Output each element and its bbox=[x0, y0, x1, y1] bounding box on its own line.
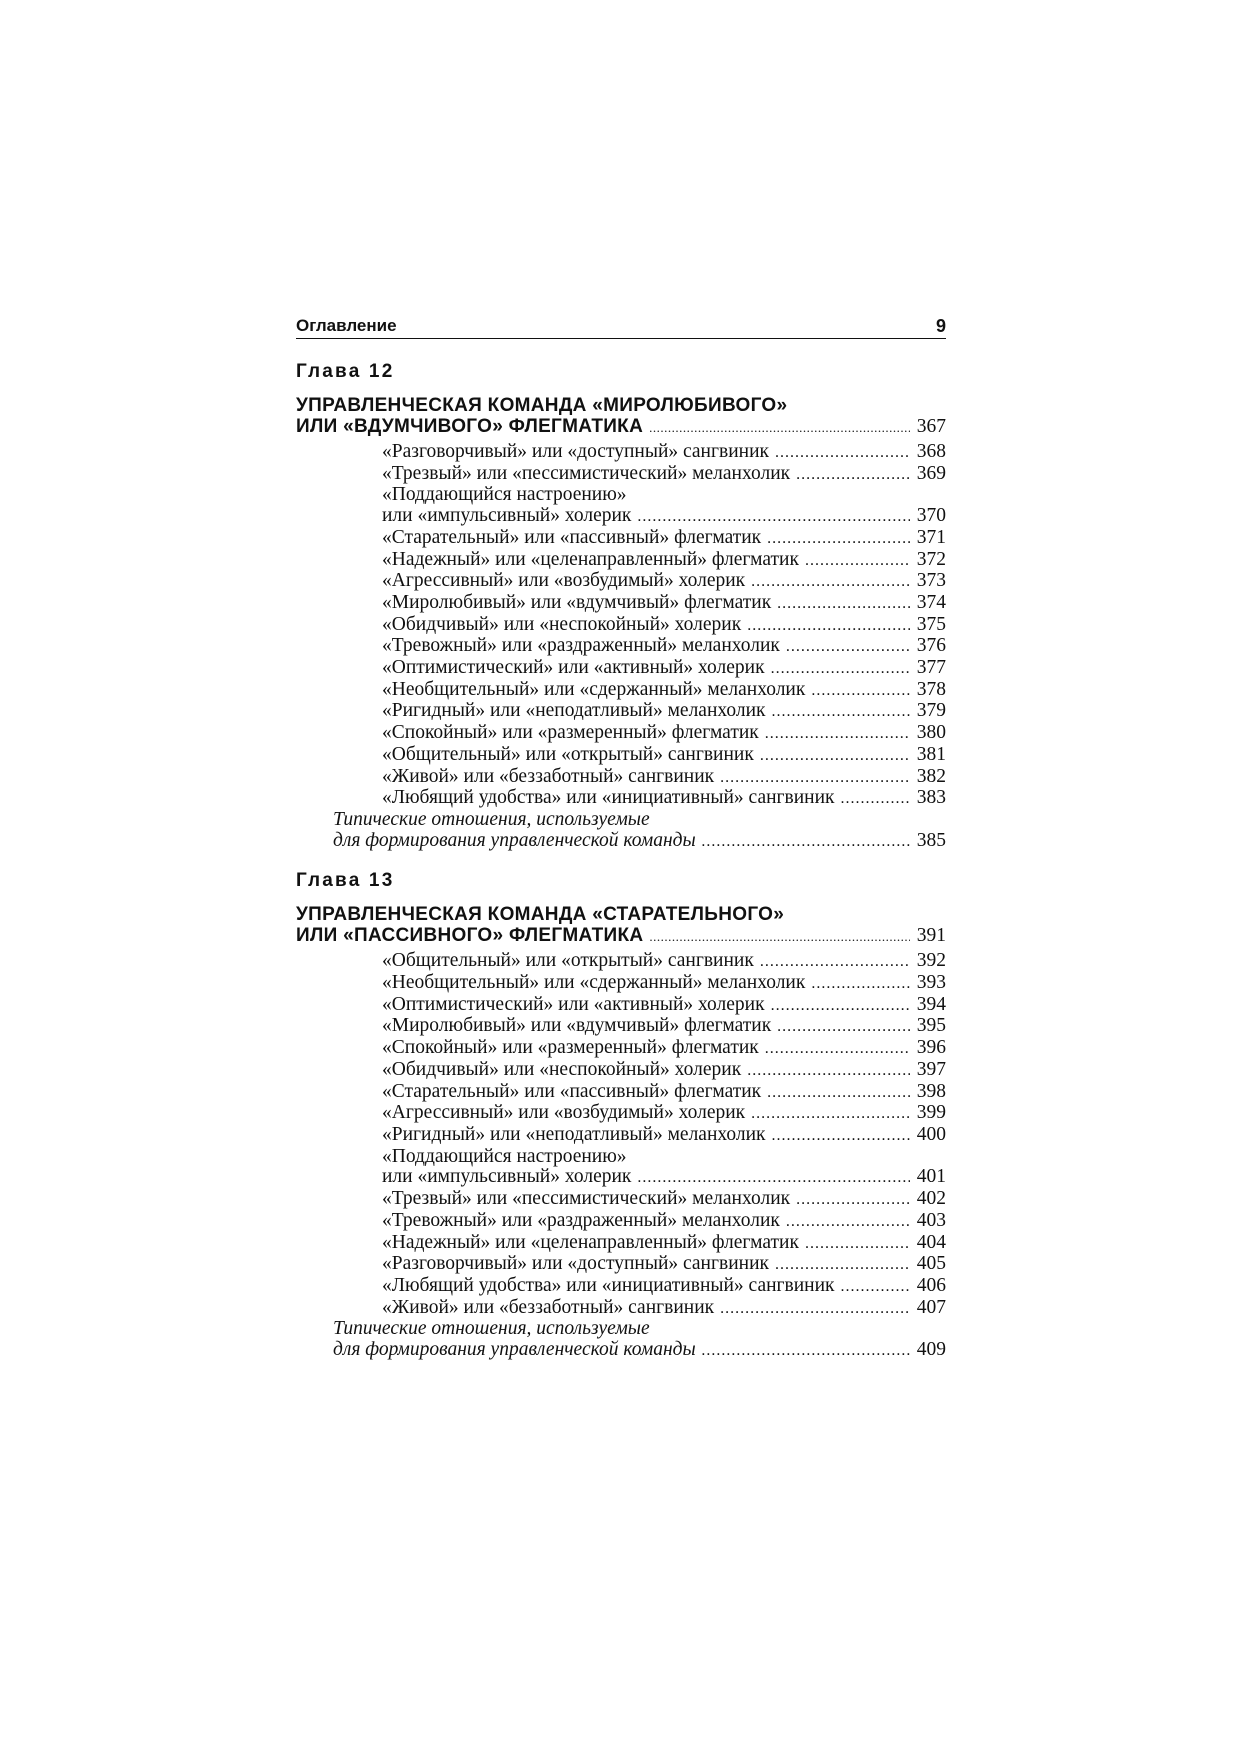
leader-dots bbox=[841, 789, 910, 810]
toc-item[interactable] bbox=[296, 1211, 946, 1233]
toc-item[interactable] bbox=[296, 973, 946, 995]
toc-item-text: или «импульсивный» холерик bbox=[382, 505, 632, 527]
leader-dots bbox=[765, 724, 910, 745]
toc-item-page: 398 bbox=[916, 1080, 946, 1102]
toc-item-page: 394 bbox=[916, 993, 946, 1015]
toc-item[interactable] bbox=[296, 1016, 946, 1038]
chapter-title-line: УПРАВЛЕНЧЕСКАЯ КОМАНДА «МИРОЛЮБИВОГО» bbox=[296, 395, 788, 416]
toc-item-page: 374 bbox=[916, 591, 946, 613]
toc-item-page: 407 bbox=[916, 1296, 946, 1318]
leader-dots bbox=[720, 768, 910, 789]
typical-relations-entry-text: для формирования управленческой команды bbox=[333, 1339, 696, 1361]
toc-item-text: «Тревожный» или «раздраженный» меланхолик bbox=[382, 1209, 780, 1231]
toc-item[interactable] bbox=[296, 680, 946, 702]
toc-item-text: «Агрессивный» или «возбудимый» холерик bbox=[382, 1102, 746, 1124]
toc-item-text: «Обидчивый» или «неспокойный» холерик bbox=[382, 613, 742, 635]
toc-item-page: 368 bbox=[916, 441, 946, 462]
chapter-title-entry-page: 367 bbox=[916, 416, 946, 437]
leader-dots bbox=[772, 1126, 910, 1147]
toc-item-page: 395 bbox=[916, 1015, 946, 1037]
leader-dots bbox=[796, 1190, 910, 1211]
toc-item[interactable] bbox=[296, 1125, 946, 1147]
toc-item-page: 381 bbox=[916, 743, 946, 765]
toc-item-text: «Разговорчивый» или «доступный» сангвиник bbox=[382, 1253, 769, 1275]
toc-item-text: «Оптимистический» или «активный» холерик bbox=[382, 993, 765, 1015]
toc-item-text: «Разговорчивый» или «доступный» сангвиник bbox=[382, 441, 769, 462]
toc-item-page: 373 bbox=[916, 570, 946, 592]
toc-item-page: 380 bbox=[916, 722, 946, 744]
toc-item[interactable] bbox=[296, 745, 946, 767]
leader-dots bbox=[777, 594, 910, 615]
running-head-title: Оглавление bbox=[296, 316, 397, 335]
toc-item-page: 404 bbox=[916, 1231, 946, 1253]
toc-item-text: «Живой» или «беззаботный» сангвиник bbox=[382, 765, 715, 787]
toc-item[interactable] bbox=[296, 464, 946, 486]
toc-item-page: 403 bbox=[916, 1209, 946, 1231]
toc-item-page: 396 bbox=[916, 1037, 946, 1059]
chapter-section bbox=[296, 361, 946, 852]
typical-relations-entry-text: для формирования управленческой команды bbox=[333, 829, 696, 851]
toc-item-page: 371 bbox=[916, 526, 946, 548]
chapter-title-entry-text: ИЛИ «ВДУМЧИВОГО» ФЛЕГМАТИКА bbox=[296, 416, 644, 437]
chapter-title-entry[interactable] bbox=[296, 925, 946, 947]
toc-item[interactable] bbox=[296, 571, 946, 593]
toc-item-text: «Общительный» или «открытый» сангвиник bbox=[382, 950, 754, 972]
toc-page bbox=[296, 316, 946, 1362]
toc-item-page: 393 bbox=[916, 972, 946, 994]
toc-item-text: «Любящий удобства» или «инициативный» сангвиник bbox=[382, 1274, 835, 1296]
toc-item-page: 406 bbox=[916, 1274, 946, 1296]
toc-item-text: «Миролюбивый» или «вдумчивый» флегматик bbox=[382, 1015, 772, 1037]
typical-relations-entry[interactable] bbox=[296, 1340, 946, 1362]
toc-item[interactable] bbox=[296, 995, 946, 1017]
toc-item-preline: «Поддающийся настроению» bbox=[382, 1145, 627, 1167]
toc-item-page: 372 bbox=[916, 548, 946, 570]
leader-dots bbox=[760, 952, 910, 973]
leader-dots bbox=[796, 465, 910, 486]
toc-item[interactable] bbox=[296, 615, 946, 637]
chapter-title-entry-text: ИЛИ «ПАССИВНОГО» ФЛЕГМАТИКА bbox=[296, 925, 644, 947]
toc-item-text: «Живой» или «беззаботный» сангвиник bbox=[382, 1296, 715, 1318]
toc-item-page: 392 bbox=[916, 950, 946, 972]
toc-item-page: 370 bbox=[916, 505, 946, 527]
leader-dots bbox=[811, 681, 910, 702]
toc-item-page: 401 bbox=[916, 1166, 946, 1188]
toc-item[interactable] bbox=[296, 636, 946, 658]
toc-item[interactable] bbox=[296, 788, 946, 810]
leader-dots bbox=[786, 637, 910, 658]
leader-dots bbox=[841, 1277, 910, 1298]
toc-item-text: «Старательный» или «пассивный» флегматик bbox=[382, 1080, 762, 1102]
chapter-title-line: УПРАВЛЕНЧЕСКАЯ КОМАНДА «СТАРАТЕЛЬНОГО» bbox=[296, 904, 785, 926]
toc-item[interactable] bbox=[296, 701, 946, 723]
leader-dots bbox=[775, 443, 910, 464]
page-number: 9 bbox=[935, 316, 946, 336]
table-of-contents bbox=[296, 361, 946, 1362]
toc-item[interactable] bbox=[296, 442, 946, 464]
leader-dots bbox=[805, 551, 910, 572]
toc-item[interactable] bbox=[296, 593, 946, 615]
toc-item[interactable] bbox=[296, 1060, 946, 1082]
toc-item-text: «Старательный» или «пассивный» флегматик bbox=[382, 526, 762, 548]
chapter-label: Глава 13 bbox=[296, 870, 395, 892]
toc-item[interactable] bbox=[296, 506, 946, 528]
toc-item[interactable] bbox=[296, 550, 946, 572]
toc-item[interactable] bbox=[296, 1189, 946, 1211]
leader-dots bbox=[767, 1083, 910, 1104]
toc-item-page: 402 bbox=[916, 1188, 946, 1210]
leader-dots bbox=[702, 832, 910, 853]
typical-relations-entry-page: 385 bbox=[916, 829, 946, 851]
leader-dots bbox=[777, 1017, 910, 1038]
leader-dots bbox=[771, 996, 910, 1017]
leader-dots bbox=[649, 926, 910, 947]
toc-item-text: «Тревожный» или «раздраженный» меланхолик bbox=[382, 635, 780, 657]
toc-item-text: или «импульсивный» холерик bbox=[382, 1166, 632, 1188]
toc-item-page: 397 bbox=[916, 1058, 946, 1080]
toc-item-page: 405 bbox=[916, 1253, 946, 1275]
toc-item[interactable] bbox=[296, 1103, 946, 1125]
leader-dots bbox=[637, 507, 910, 528]
running-head bbox=[296, 316, 946, 339]
toc-item-text: «Миролюбивый» или «вдумчивый» флегматик bbox=[382, 591, 772, 613]
leader-dots bbox=[767, 529, 910, 550]
chapter-title-entry-page: 391 bbox=[916, 925, 946, 947]
toc-item-text: «Любящий удобства» или «инициативный» сангвиник bbox=[382, 787, 835, 809]
toc-item[interactable] bbox=[296, 1233, 946, 1255]
chapter-section bbox=[296, 870, 946, 1361]
toc-item-text: «Оптимистический» или «активный» холерик bbox=[382, 657, 765, 679]
toc-item-text: «Необщительный» или «сдержанный» меланхолик bbox=[382, 972, 806, 994]
typical-relations-line: Типические отношения, используемые bbox=[333, 1318, 650, 1340]
leader-dots bbox=[751, 572, 910, 593]
toc-items bbox=[296, 951, 946, 1319]
toc-item-page: 399 bbox=[916, 1102, 946, 1124]
toc-item-text: «Трезвый» или «пессимистический» меланхолик bbox=[382, 1188, 791, 1210]
toc-item-text: «Ригидный» или «неподатливый» меланхолик bbox=[382, 700, 766, 722]
toc-item[interactable] bbox=[296, 1298, 946, 1320]
toc-item-page: 378 bbox=[916, 678, 946, 700]
toc-item[interactable] bbox=[296, 1254, 946, 1276]
toc-item[interactable] bbox=[296, 1276, 946, 1298]
leader-dots bbox=[702, 1341, 910, 1362]
chapter-title-entry[interactable] bbox=[296, 416, 946, 438]
leader-dots bbox=[747, 616, 910, 637]
toc-item[interactable] bbox=[296, 767, 946, 789]
toc-item-page: 369 bbox=[916, 462, 946, 484]
leader-dots bbox=[771, 659, 910, 680]
toc-item[interactable] bbox=[296, 951, 946, 973]
toc-item-page: 379 bbox=[916, 700, 946, 722]
toc-item-text: «Трезвый» или «пессимистический» меланхолик bbox=[382, 462, 791, 484]
toc-item-page: 382 bbox=[916, 765, 946, 787]
leader-dots bbox=[760, 746, 910, 767]
leader-dots bbox=[637, 1168, 910, 1189]
toc-item-text: «Надежный» или «целенаправленный» флегматик bbox=[382, 548, 799, 570]
toc-item[interactable] bbox=[296, 1038, 946, 1060]
typical-relations-entry-page: 409 bbox=[916, 1339, 946, 1361]
leader-dots bbox=[811, 974, 910, 995]
toc-item-page: 383 bbox=[916, 787, 946, 809]
chapter-label: Глава 12 bbox=[296, 361, 395, 382]
leader-dots bbox=[751, 1104, 910, 1125]
leader-dots bbox=[720, 1299, 910, 1320]
leader-dots bbox=[786, 1212, 910, 1233]
toc-item-text: «Агрессивный» или «возбудимый» холерик bbox=[382, 570, 746, 592]
toc-item-page: 377 bbox=[916, 657, 946, 679]
toc-item-text: «Ригидный» или «неподатливый» меланхолик bbox=[382, 1123, 766, 1145]
toc-item[interactable] bbox=[296, 528, 946, 550]
leader-dots bbox=[775, 1255, 910, 1276]
typical-relations-line: Типические отношения, используемые bbox=[333, 808, 650, 830]
toc-item[interactable] bbox=[296, 1167, 946, 1189]
toc-item-page: 400 bbox=[916, 1123, 946, 1145]
toc-item-text: «Спокойный» или «размеренный» флегматик bbox=[382, 722, 759, 744]
toc-items bbox=[296, 442, 946, 810]
leader-dots bbox=[805, 1234, 910, 1255]
toc-item[interactable] bbox=[296, 1082, 946, 1104]
toc-item[interactable] bbox=[296, 658, 946, 680]
toc-item-preline: «Поддающийся настроению» bbox=[382, 484, 627, 506]
toc-item-text: «Надежный» или «целенаправленный» флегматик bbox=[382, 1231, 799, 1253]
toc-item-page: 376 bbox=[916, 635, 946, 657]
typical-relations-entry[interactable] bbox=[296, 831, 946, 853]
toc-item-page: 375 bbox=[916, 613, 946, 635]
toc-item-text: «Обидчивый» или «неспокойный» холерик bbox=[382, 1058, 742, 1080]
leader-dots bbox=[747, 1061, 910, 1082]
leader-dots bbox=[772, 702, 910, 723]
leader-dots bbox=[649, 417, 910, 438]
toc-item[interactable] bbox=[296, 723, 946, 745]
toc-item-text: «Спокойный» или «размеренный» флегматик bbox=[382, 1037, 759, 1059]
toc-item-text: «Необщительный» или «сдержанный» меланхолик bbox=[382, 678, 806, 700]
leader-dots bbox=[765, 1039, 910, 1060]
toc-item-text: «Общительный» или «открытый» сангвиник bbox=[382, 743, 754, 765]
